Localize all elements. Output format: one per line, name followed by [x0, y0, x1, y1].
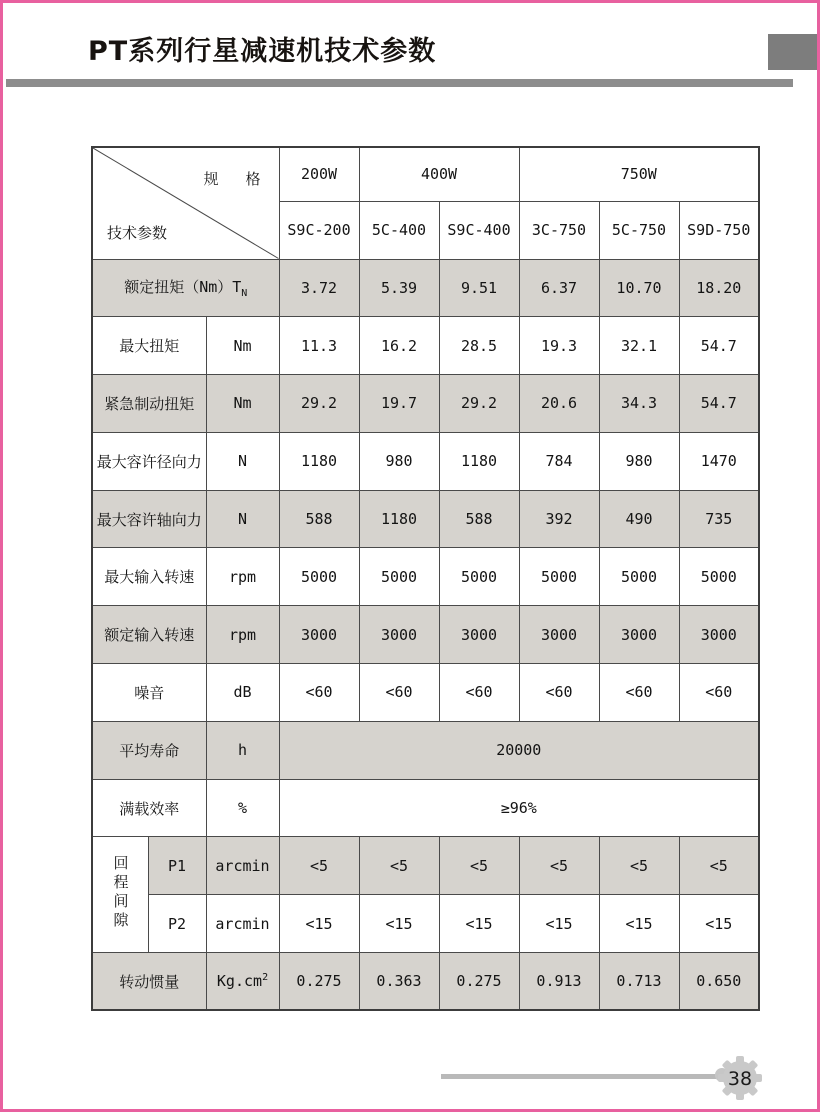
value-cell: 6.37	[519, 259, 599, 317]
value-cell: 28.5	[439, 317, 519, 375]
value-cell: <5	[599, 837, 679, 895]
value-cell: <5	[519, 837, 599, 895]
value-cell: <15	[679, 895, 759, 953]
param-label-cell: P2	[148, 895, 206, 953]
value-cell: <60	[599, 664, 679, 722]
value-cell: 5000	[679, 548, 759, 606]
value-cell: 19.3	[519, 317, 599, 375]
param-label-cell: 噪音	[92, 664, 206, 722]
value-cell: 3000	[279, 606, 359, 664]
unit-cell: Nm	[206, 317, 279, 375]
power-group-400w: 400W	[359, 147, 519, 201]
model-cell: S9C-400	[439, 201, 519, 259]
value-cell: <60	[359, 664, 439, 722]
value-cell: <15	[359, 895, 439, 953]
backlash-group-cell	[92, 837, 148, 953]
row-noise	[92, 664, 759, 722]
page-number: 38	[727, 1068, 753, 1090]
model-cell: 5C-400	[359, 201, 439, 259]
value-cell: 392	[519, 490, 599, 548]
footer-rule	[441, 1074, 725, 1079]
value-cell: <15	[439, 895, 519, 953]
unit-cell: Nm	[206, 375, 279, 433]
param-label-subscript: N	[241, 288, 248, 300]
spec-table	[91, 146, 760, 1011]
value-cell: 16.2	[359, 317, 439, 375]
value-cell: <5	[679, 837, 759, 895]
param-label-cell: 最大扭矩	[92, 317, 206, 375]
value-cell: 18.20	[679, 259, 759, 317]
unit-cell: rpm	[206, 548, 279, 606]
page-title: PT系列行星减速机技术参数	[88, 36, 437, 67]
row-max-input-speed	[92, 548, 759, 606]
value-cell: 54.7	[679, 375, 759, 433]
power-group-200w: 200W	[279, 147, 359, 201]
value-cell: 3000	[519, 606, 599, 664]
param-label-cell: P1	[148, 837, 206, 895]
param-label-cell: 平均寿命	[92, 721, 206, 779]
value-cell: 29.2	[279, 375, 359, 433]
value-cell: 11.3	[279, 317, 359, 375]
value-cell: 3.72	[279, 259, 359, 317]
value-cell: 0.713	[599, 953, 679, 1011]
value-cell: 5.39	[359, 259, 439, 317]
row-backlash-p2	[92, 895, 759, 953]
value-cell: 9.51	[439, 259, 519, 317]
unit-cell: h	[206, 721, 279, 779]
gear-icon	[716, 1054, 764, 1102]
title-underline-bar	[6, 79, 793, 87]
row-average-life	[92, 721, 759, 779]
unit-superscript: 2	[262, 972, 269, 984]
unit-label: Kg.cm	[216, 972, 263, 991]
value-cell: 1180	[359, 490, 439, 548]
value-cell: 735	[679, 490, 759, 548]
row-max-torque	[92, 317, 759, 375]
value-cell: 3000	[439, 606, 519, 664]
model-cell: S9C-200	[279, 201, 359, 259]
row-rotational-inertia	[92, 953, 759, 1011]
unit-cell: arcmin	[206, 895, 279, 953]
value-cell: 588	[279, 490, 359, 548]
value-cell: 490	[599, 490, 679, 548]
value-cell: 19.7	[359, 375, 439, 433]
power-group-750w: 750W	[519, 147, 759, 201]
corner-header-cell	[92, 147, 279, 259]
value-cell: 10.70	[599, 259, 679, 317]
param-label-cell: 满载效率	[92, 779, 206, 837]
value-cell: <5	[359, 837, 439, 895]
param-label-cell: 额定输入转速	[92, 606, 206, 664]
row-rated-input-speed	[92, 606, 759, 664]
value-cell: <5	[439, 837, 519, 895]
param-label-cell: 转动惯量	[92, 953, 206, 1011]
value-cell: 980	[599, 432, 679, 490]
value-cell: 5000	[599, 548, 679, 606]
backlash-group-label: 回程间隙	[111, 854, 130, 931]
value-cell: <60	[439, 664, 519, 722]
model-cell: S9D-750	[679, 201, 759, 259]
unit-cell: %	[206, 779, 279, 837]
model-cell: 5C-750	[599, 201, 679, 259]
header-row-groups	[92, 147, 759, 201]
value-cell: 980	[359, 432, 439, 490]
header-corner-block	[768, 34, 820, 70]
value-cell: 588	[439, 490, 519, 548]
unit-cell: N	[206, 432, 279, 490]
unit-cell: arcmin	[206, 837, 279, 895]
row-backlash-p1	[92, 837, 759, 895]
value-cell: 5000	[359, 548, 439, 606]
value-cell: 0.275	[439, 953, 519, 1011]
corner-label-params: 技术参数	[107, 223, 168, 242]
value-cell: 1180	[279, 432, 359, 490]
value-cell: 0.913	[519, 953, 599, 1011]
value-cell: <60	[519, 664, 599, 722]
value-cell: <60	[679, 664, 759, 722]
value-cell: 0.363	[359, 953, 439, 1011]
value-cell: 5000	[439, 548, 519, 606]
param-label-cell: 最大输入转速	[92, 548, 206, 606]
param-label-cell: 最大容许径向力	[92, 432, 206, 490]
value-cell: 0.650	[679, 953, 759, 1011]
value-cell: <60	[279, 664, 359, 722]
value-cell: <15	[599, 895, 679, 953]
param-label-cell: 紧急制动扭矩	[92, 375, 206, 433]
value-cell: 1180	[439, 432, 519, 490]
value-cell: 29.2	[439, 375, 519, 433]
value-cell: <15	[519, 895, 599, 953]
model-cell: 3C-750	[519, 201, 599, 259]
value-cell: 32.1	[599, 317, 679, 375]
value-cell: 20.6	[519, 375, 599, 433]
value-cell: 5000	[279, 548, 359, 606]
unit-cell: rpm	[206, 606, 279, 664]
value-cell: 54.7	[679, 317, 759, 375]
row-emergency-brake-torque	[92, 375, 759, 433]
value-cell: 3000	[599, 606, 679, 664]
row-max-axial-force	[92, 490, 759, 548]
value-cell: 34.3	[599, 375, 679, 433]
value-cell: 784	[519, 432, 599, 490]
row-full-load-efficiency	[92, 779, 759, 837]
value-cell: 5000	[519, 548, 599, 606]
param-label: 额定扭矩（Nm）T	[124, 278, 242, 297]
merged-value-cell: 20000	[279, 721, 759, 779]
unit-cell: dB	[206, 664, 279, 722]
param-label-cell	[92, 259, 279, 317]
value-cell: 0.275	[279, 953, 359, 1011]
value-cell: 1470	[679, 432, 759, 490]
value-cell: 3000	[359, 606, 439, 664]
unit-cell: N	[206, 490, 279, 548]
value-cell: <15	[279, 895, 359, 953]
value-cell: 3000	[679, 606, 759, 664]
row-rated-torque	[92, 259, 759, 317]
param-label-cell: 最大容许轴向力	[92, 490, 206, 548]
row-max-radial-force	[92, 432, 759, 490]
value-cell: <5	[279, 837, 359, 895]
corner-label-spec: 规 格	[203, 170, 267, 188]
merged-value-cell: ≥96%	[279, 779, 759, 837]
unit-cell	[206, 953, 279, 1011]
